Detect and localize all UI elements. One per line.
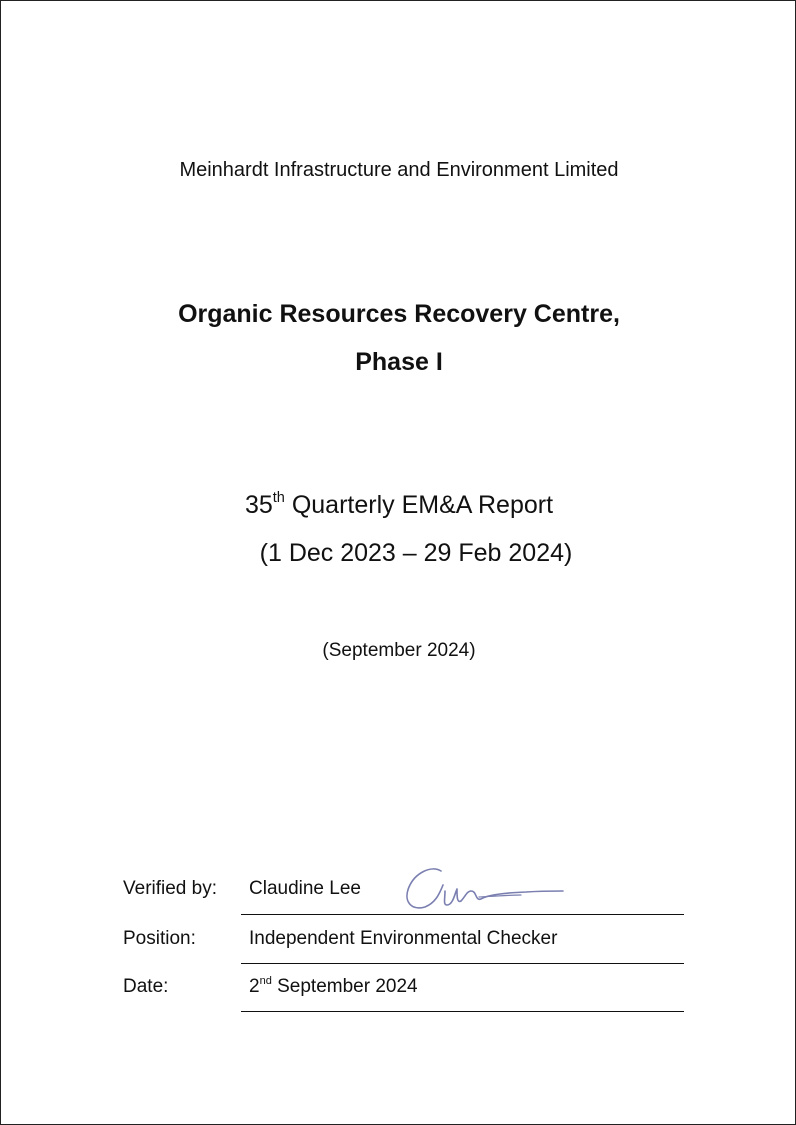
handwritten-signature: [401, 861, 566, 917]
verified-by-underline: [241, 914, 684, 915]
date-day: 2: [249, 976, 260, 997]
issue-date: (September 2024): [322, 640, 476, 661]
date-value: [249, 976, 418, 998]
report-period: (1 Dec 2023 – 29 Feb 2024): [259, 539, 573, 567]
project-title-line-1: Organic Resources Recovery Centre,: [178, 300, 620, 328]
report-number-suffix: th: [272, 490, 285, 507]
position-value: Independent Environmental Checker: [249, 928, 558, 949]
date-day-suffix: nd: [259, 974, 272, 987]
date-month-year: September 2024: [271, 976, 418, 997]
report-number: 35: [244, 491, 273, 519]
date-underline: [241, 1011, 684, 1012]
date-label: Date:: [123, 976, 169, 997]
verified-by-value: Claudine Lee: [249, 878, 361, 899]
verified-by-label: Verified by:: [123, 878, 217, 899]
position-underline: [241, 963, 684, 964]
position-row: [1, 928, 796, 976]
verified-by-row: [1, 878, 796, 926]
date-row: [1, 976, 796, 1024]
project-title-line-2: Phase I: [355, 348, 443, 376]
report-title: [1, 491, 796, 520]
company-name: Meinhardt Infrastructure and Environment Limited: [179, 159, 619, 181]
position-label: Position:: [123, 928, 196, 949]
report-title-text: Quarterly EM&A Report: [284, 491, 554, 519]
